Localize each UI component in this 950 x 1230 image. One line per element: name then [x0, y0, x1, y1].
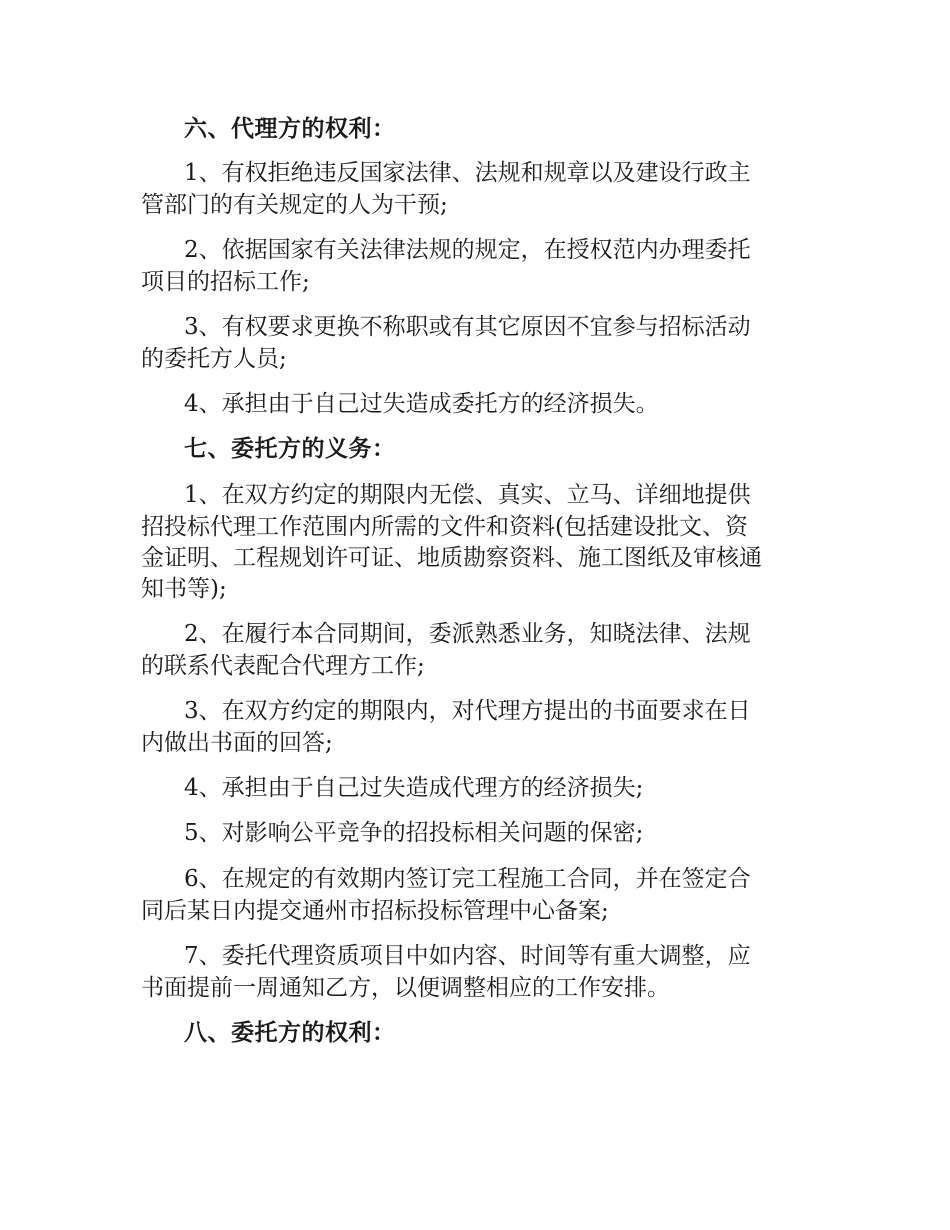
section-7-item-2-line-2: 的联系代表配合代理方工作;: [141, 653, 425, 679]
section-7-item-3-line-2: 内做出书面的回答;: [141, 730, 333, 756]
section-7-item-7-line-1: 7、委托代理资质项目中如内容、时间等有重大调整，应: [184, 943, 751, 969]
section-6-item-2-line-1: 2、依据国家有关法律法规的规定，在授权范内办理委托: [184, 237, 751, 263]
section-8-heading: 八、委托方的权利：: [184, 1020, 396, 1046]
section-7-item-5-line-1: 5、对影响公平竞争的招投标相关问题的保密;: [184, 820, 644, 846]
section-7-item-3-line-1: 3、在双方约定的期限内，对代理方提出的书面要求在日: [184, 698, 751, 724]
section-6-item-4-line-1: 4、承担由于自己过失造成委托方的经济损失。: [184, 391, 659, 417]
section-7-item-1-line-4: 知书等);: [141, 576, 227, 602]
section-6-item-3-line-1: 3、有权要求更换不称职或有其它原因不宜参与招标活动: [184, 314, 751, 340]
section-7-item-1-line-1: 1、在双方约定的期限内无偿、真实、立马、详细地提供: [184, 482, 751, 508]
section-7-item-7-line-2: 书面提前一周通知乙方，以便调整相应的工作安排。: [141, 975, 670, 1001]
section-7-item-6-line-1: 6、在规定的有效期内签订完工程施工合同，并在签定合: [184, 866, 751, 892]
section-7-heading: 七、委托方的义务：: [184, 436, 396, 462]
section-7-item-4-line-1: 4、承担由于自己过失造成代理方的经济损失;: [184, 775, 644, 801]
section-6-item-1-line-2: 管部门的有关规定的人为干预;: [141, 192, 448, 218]
section-7-item-6-line-2: 同后某日内提交通州市招标投标管理中心备案;: [141, 898, 609, 924]
section-6-item-1-line-1: 1、有权拒绝违反国家法律、法规和规章以及建设行政主: [184, 160, 751, 186]
section-7-item-1-line-2: 招投标代理工作范围内所需的文件和资料(包括建设批文、资: [141, 514, 748, 540]
section-6-item-2-line-2: 项目的招标工作;: [141, 269, 310, 295]
section-6-heading: 六、代理方的权利：: [184, 116, 396, 142]
section-7-item-1-line-3: 金证明、工程规划许可证、地质勘察资料、施工图纸及审核通: [141, 545, 762, 571]
section-6-item-3-line-2: 的委托方人员;: [141, 346, 287, 372]
section-7-item-2-line-1: 2、在履行本合同期间，委派熟悉业务，知晓法律、法规: [184, 621, 751, 647]
